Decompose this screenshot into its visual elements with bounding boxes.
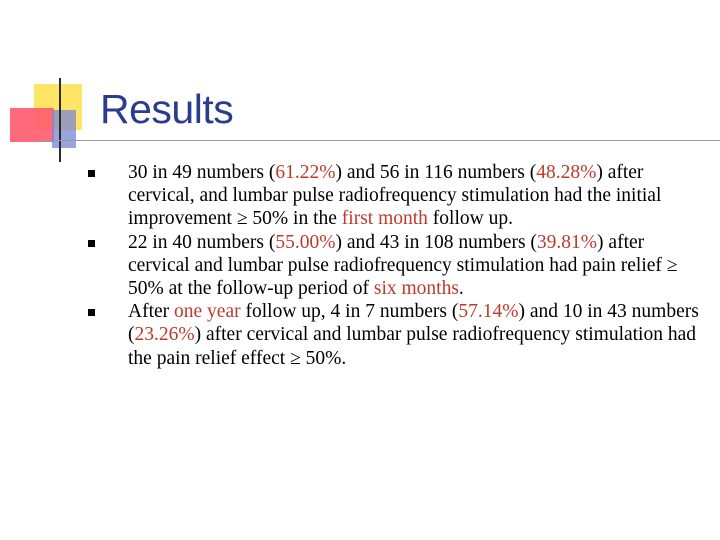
bullet-item-1 [88, 161, 708, 231]
title-divider-line [38, 140, 720, 141]
bullet-text: ) after cervical and lumbar pulse radiofrequency stimulation had pain relief ≥ 50% at the follow-up period of [128, 231, 678, 300]
highlight-percent: 23.26% [134, 324, 195, 346]
decorative-vertical-line [59, 78, 61, 162]
bullet-list [88, 161, 708, 370]
bullet-text: ) and 43 in 108 numbers ( [335, 231, 537, 253]
square-bullet-icon [88, 309, 95, 316]
decorative-blue-bar [52, 110, 76, 148]
highlight-period: six months [373, 278, 459, 300]
slide-title: Results [100, 86, 234, 132]
bullet-item-3 [88, 300, 708, 370]
square-bullet-icon [88, 240, 95, 247]
square-bullet-icon [88, 170, 95, 177]
highlight-period: one year [174, 301, 241, 323]
highlight-percent: 55.00% [275, 231, 336, 253]
highlight-percent: 57.14% [458, 301, 519, 323]
highlight-percent: 39.81% [536, 231, 598, 253]
bullet-text: 22 in 40 numbers ( [128, 231, 276, 253]
bullet-text: follow up, 4 in 7 numbers ( [240, 301, 459, 323]
bullet-text: . [458, 278, 464, 300]
bullet-text: follow up. [427, 208, 513, 230]
bullet-item-2 [88, 231, 708, 301]
highlight-percent: 61.22% [275, 162, 336, 183]
highlight-percent: 48.28% [536, 162, 597, 183]
highlight-period: first month [341, 208, 428, 230]
bullet-text: ) after cervical, and lumbar pulse radiofrequency stimulation had the initial improvement ≥ 50% in the [128, 162, 662, 230]
bullet-text: ) and 10 in 43 numbers ( [128, 301, 699, 346]
bullet-text: ) and 56 in 116 numbers ( [335, 162, 537, 183]
bullet-text: After [128, 301, 175, 323]
bullet-text: ) after cervical and lumbar pulse radiofrequency stimulation had the pain relief effect ≥ 50%. [128, 324, 697, 369]
bullet-text: 30 in 49 numbers ( [128, 162, 276, 183]
decorative-red-bar [10, 108, 54, 142]
